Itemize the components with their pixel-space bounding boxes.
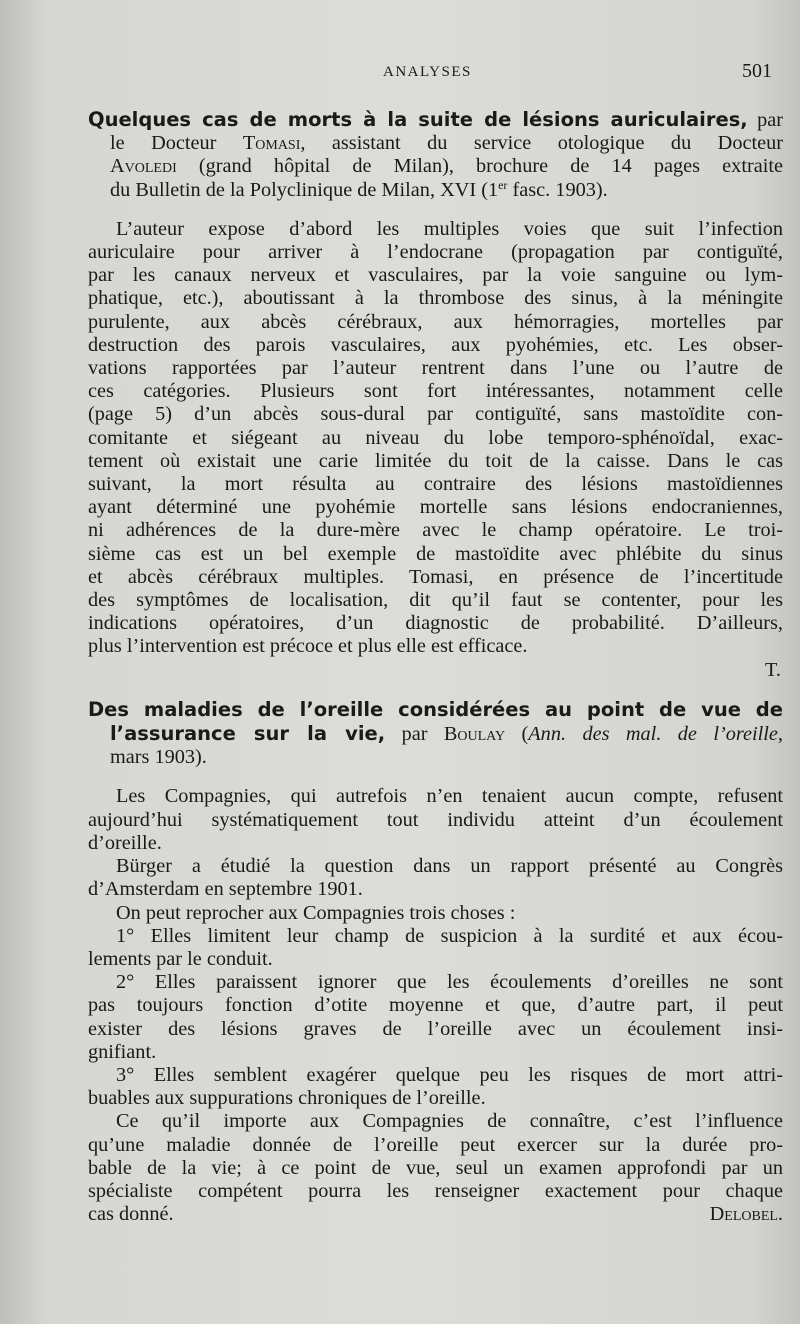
text-line: auriculaire pour arriver à l’endocrane (propagation par contiguïté, [88,241,783,264]
text-line: phatique, etc.), aboutissant à la thrombose des sinus, à la méningite [88,287,783,310]
text-line: spécialiste compétent pourra les renseigner exactement pour chaque [88,1179,783,1202]
paragraph [88,1110,783,1226]
text-line: Ce qu’il importe aux Compagnies de connaître, c’est l’influence [116,1110,783,1133]
text-line: buables aux suppurations chroniques de l’oreille. [88,1087,486,1110]
text-line: ces catégories. Plusieurs sont fort intéressantes, notamment celle [88,380,783,403]
article-title-line: l’assurance sur la vie, par Boulay (Ann. des mal. de l’oreille, [110,722,783,746]
page-body [88,108,783,1226]
paragraph [88,902,783,925]
text-line: d’Amsterdam en septembre 1901. [88,878,363,901]
article-title: Des maladies de l’oreille considérées au point de vue de [88,697,783,721]
page-header [88,62,780,92]
page-number: 501 [742,60,772,82]
text-line: par les canaux nerveux et vasculaires, par la voie sanguine ou lym- [88,264,783,287]
text-line: cas donné. [88,1203,174,1226]
text-line: (page 5) d’un abcès sous-dural par contiguïté, sans mastoïdite con- [88,403,783,426]
byline-line: mars 1903). [110,746,207,769]
text-line: plus l’intervention est précoce et plus elle est efficace. [88,635,528,658]
byline-line: le Docteur Tomasi, assistant du service otologique du Docteur [110,132,783,155]
text-line: 1° Elles limitent leur champ de suspicion à la surdité et aux écou- [116,924,783,947]
text-line: indications opératoires, d’un diagnostic de probabilité. D’ailleurs, [88,612,783,635]
text-line: sième cas est un bel exemple de mastoïdite avec phlébite du sinus [88,542,783,565]
text-line: aujourd’hui systématiquement tout individu atteint d’un écoulement [88,808,783,831]
running-head: ANALYSES [383,64,472,80]
signature: T. [765,658,781,681]
article-title: l’assurance sur la vie, [110,722,386,746]
text-line: Les Compagnies, qui autrefois n’en tenaient aucun compte, refusent [116,785,783,808]
text-line: On peut reprocher aux Compagnies trois choses : [116,901,516,924]
paragraph [88,971,783,1064]
text-line: ayant déterminé une pyohémie mortelle sans lésions endocraniennes, [88,496,783,519]
text-line: suivant, la mort résulta au contraire des lésions mastoïdiennes [88,473,783,496]
article-title-line [88,698,783,722]
text-line: exister des lésions graves de l’oreille avec un écoulement insi- [88,1017,783,1040]
paragraph [88,855,783,901]
text-line: bable de la vie; à ce point de vue, seul un examen approfondi par un [88,1156,783,1179]
text-line: tement où existait une carie limitée du toit de la caisse. Dans le cas [88,449,783,472]
closing-line [88,1203,783,1226]
paragraph [88,925,783,971]
text-line: vations rapportées par l’auteur rentrent dans l’une ou l’autre de [88,357,783,380]
article-title-line: Quelques cas de morts à la suite de lésions auriculaires, par [88,108,783,131]
text-line: gnifiant. [88,1040,157,1063]
byline-line: du Bulletin de la Polyclinique de Milan, XVI (1er fasc. 1903). [110,177,608,201]
article-body [88,218,783,659]
text-line: qu’une maladie donnée de l’oreille peut exercer sur la durée pro- [88,1133,783,1156]
paragraph [88,1064,783,1110]
text-line: purulente, aux abcès cérébraux, aux hémorragies, mortelles par [88,310,783,333]
text-line: pas toujours fonction d’otite moyenne et que, d’autre part, il peut [88,994,783,1017]
author-name: Boulay [443,723,506,746]
text-line: L’auteur expose d’abord les multiples voies que suit l’infection [116,217,783,240]
article-title: Quelques cas de morts à la suite de lésions auriculaires, [88,108,748,131]
text-line: lements par le conduit. [88,947,273,970]
article-tomasi [88,108,783,682]
author-name: Avoledi [110,155,177,178]
text-line: ni adhérences de la dure-mère avec le champ opératoire. Le troi- [88,519,783,542]
text-line: destruction des parois vasculaires, aux pyohémies, etc. Les obser- [88,333,783,356]
paragraph [88,785,783,855]
text-line: et abcès cérébraux multiples. Tomasi, en présence de l’incertitude [88,565,783,588]
journal-name: Ann. des mal. de l’oreille, [528,723,783,746]
byline-line: Avoledi (grand hôpital de Milan), brochure de 14 pages extraite [110,155,783,178]
author-name: Tomasi [242,132,301,155]
text-line: comitante et siégeant au niveau du lobe temporo-sphénoïdal, exac- [88,426,783,449]
text-line: des symptômes de localisation, dit qu’il faut se contenter, pour les [88,589,783,612]
text-line: 2° Elles paraissent ignorer que les écoulements d’oreilles ne sont [116,971,783,994]
signature: Delobel. [709,1203,783,1226]
text-line: d’oreille. [88,831,162,854]
text-line: Bürger a étudié la question dans un rapport présenté au Congrès [116,855,783,878]
article-boulay [88,698,783,1226]
text-line: 3° Elles semblent exagérer quelque peu les risques de mort attri- [116,1063,783,1086]
